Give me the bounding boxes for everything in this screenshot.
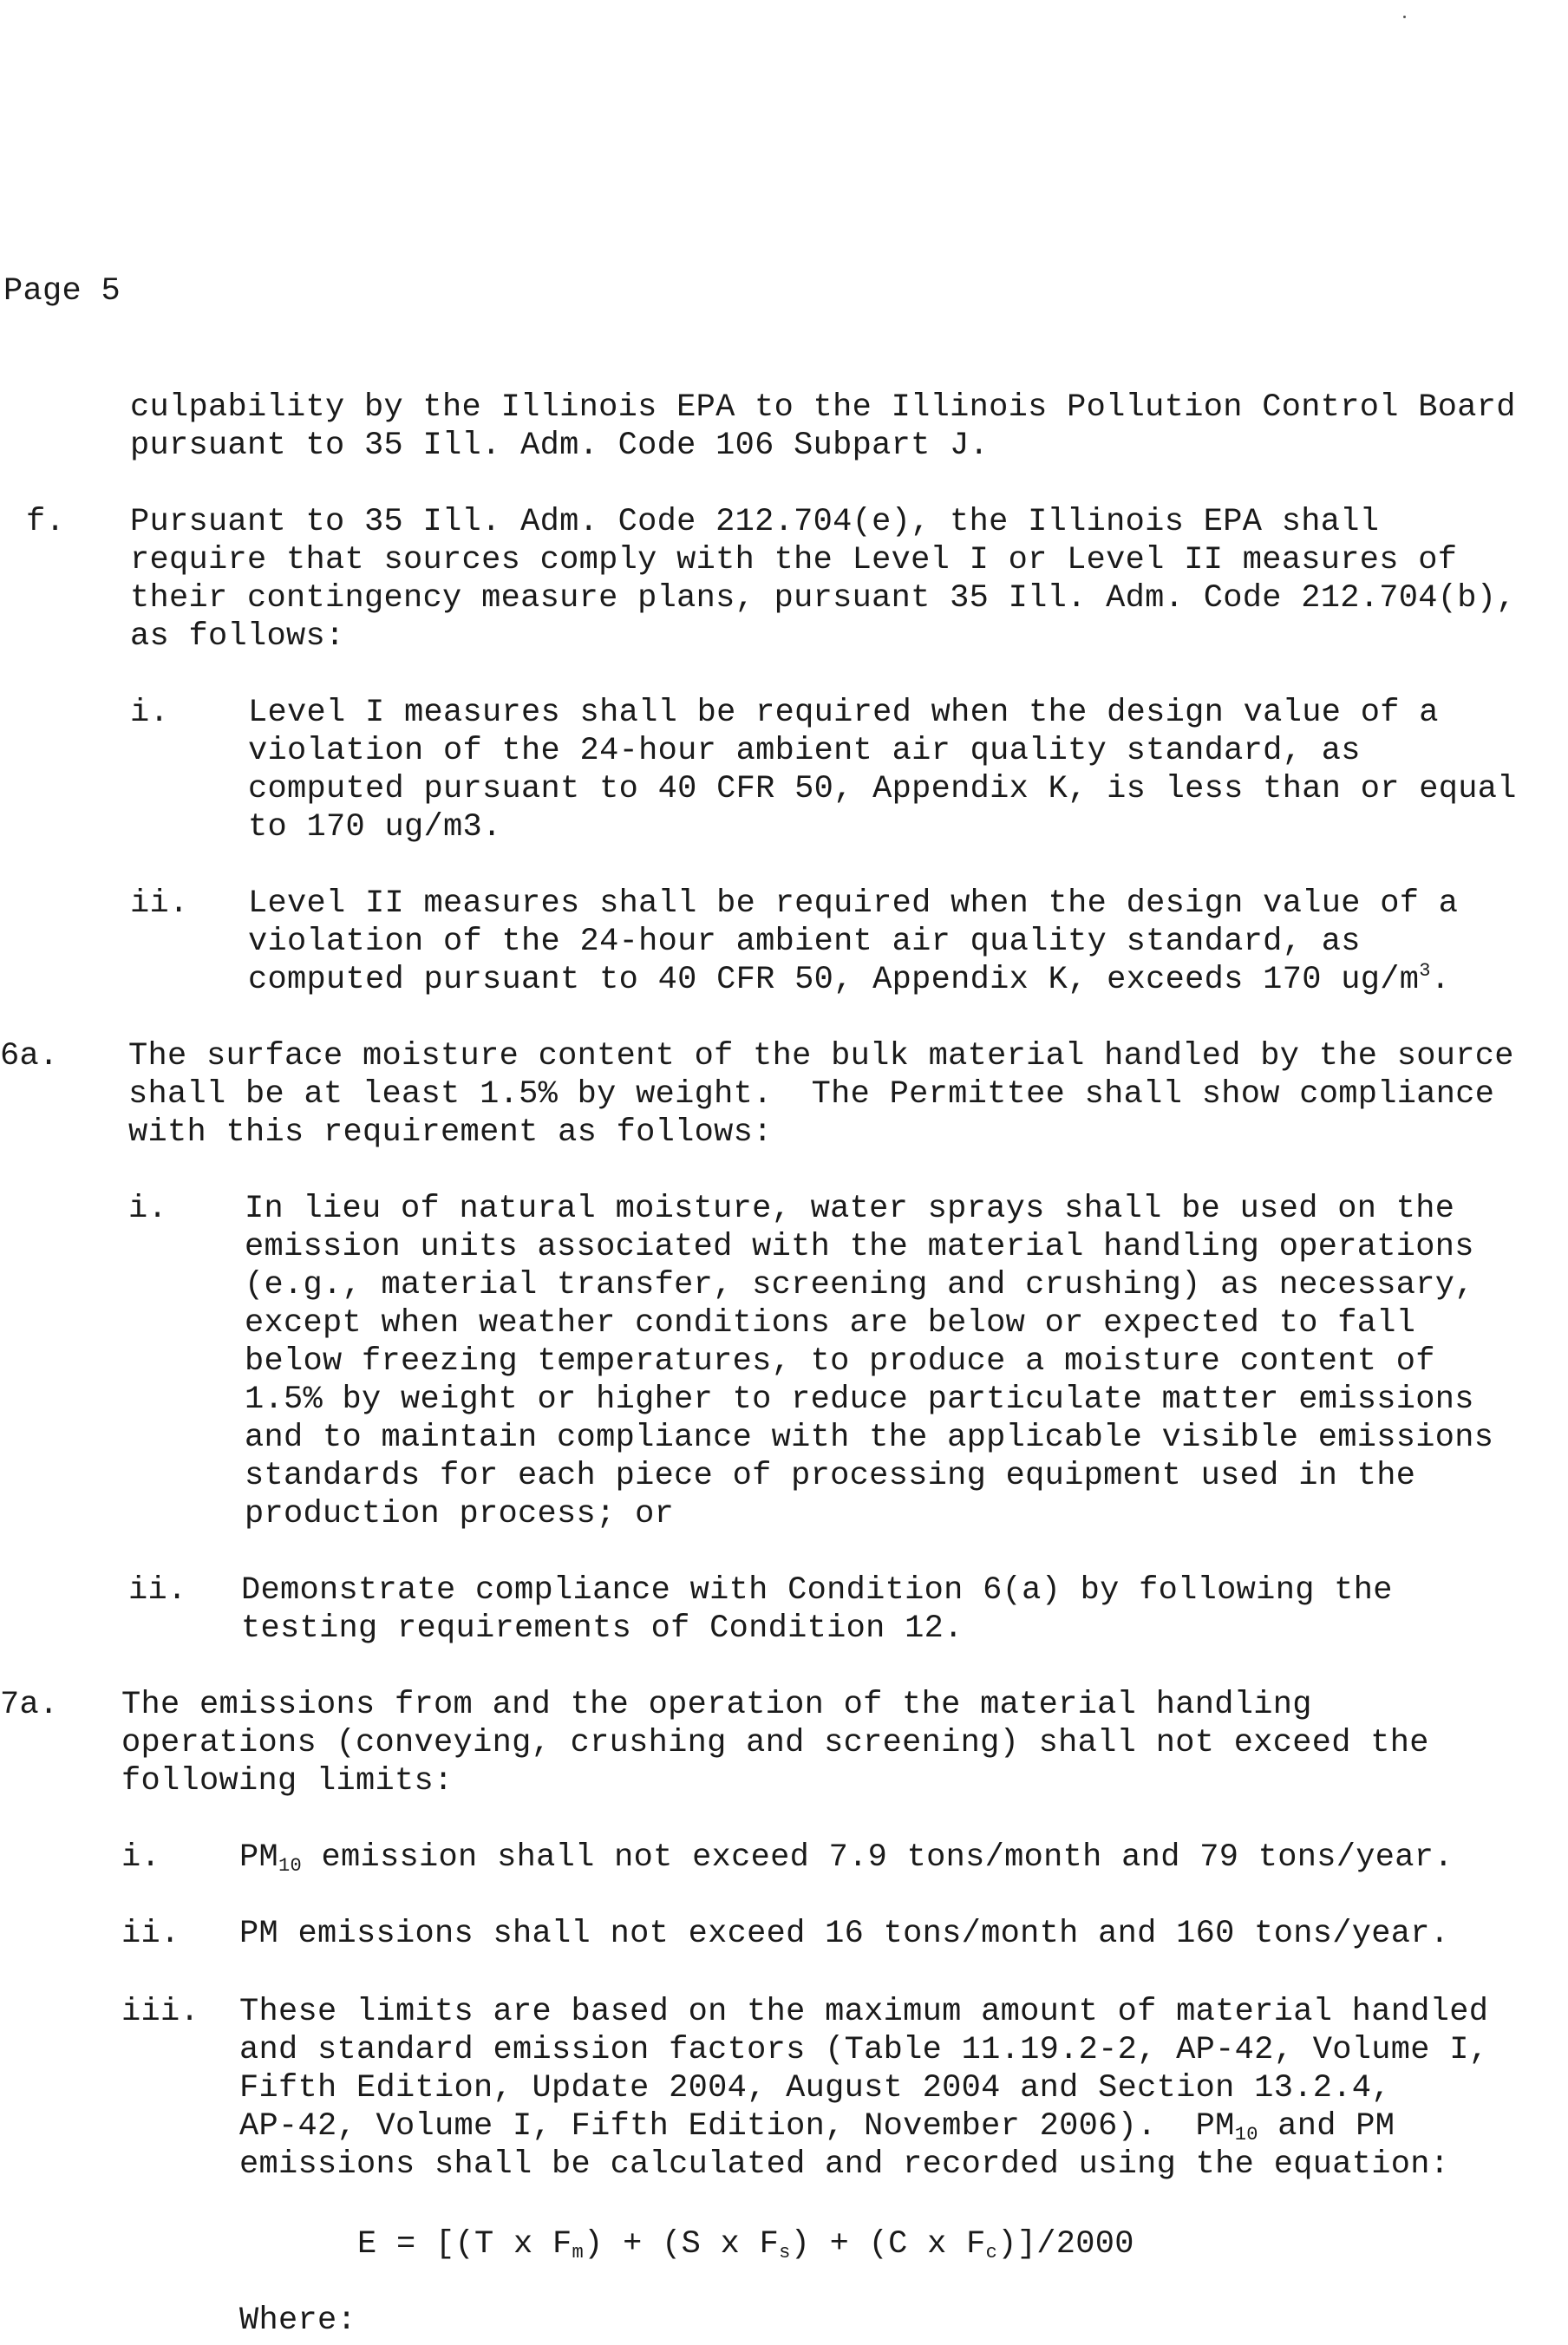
subitem-line: computed pursuant to 40 CFR 50, Appendix K, is less than or equal bbox=[248, 771, 1517, 807]
where-label: Where: bbox=[239, 2303, 357, 2339]
subitem-marker-i: i. bbox=[128, 1191, 168, 1227]
subitem-line: (e.g., material transfer, screening and crushing) as necessary, bbox=[245, 1267, 1474, 1303]
equation-part: ) + (C x F bbox=[790, 2226, 986, 2263]
item-marker-f: f. bbox=[26, 504, 66, 540]
subitem-line: 1.5% by weight or higher to reduce particulate matter emissions bbox=[245, 1382, 1474, 1418]
intro-line: pursuant to 35 Ill. Adm. Code 106 Subpart J. bbox=[130, 428, 990, 464]
item-f-line: Pursuant to 35 Ill. Adm. Code 212.704(e), the Illinois EPA shall bbox=[130, 504, 1380, 540]
subitem-line: Level I measures shall be required when the design value of a bbox=[248, 695, 1439, 731]
subitem-line: violation of the 24-hour ambient air quality standard, as bbox=[248, 924, 1361, 960]
item-6a-line: shall be at least 1.5% by weight. The Permittee shall show compliance bbox=[128, 1076, 1495, 1113]
equation-part: E = [(T x F bbox=[357, 2226, 572, 2263]
item-marker-6a: 6a. bbox=[0, 1038, 59, 1075]
subitem-line bbox=[239, 1839, 1454, 1877]
subitem-text: AP-42, Volume I, Fifth Edition, November 2006). PM bbox=[239, 2108, 1235, 2145]
subitem-line: and standard emission factors (Table 11.19.2-2, AP-42, Volume I, bbox=[239, 2032, 1489, 2068]
subitem-line: production process; or bbox=[245, 1496, 675, 1532]
intro-line: culpability by the Illinois EPA to the Illinois Pollution Control Board bbox=[130, 389, 1516, 426]
item-7a-line: The emissions from and the operation of the material handling bbox=[121, 1687, 1312, 1723]
page-label: Page 5 bbox=[3, 273, 121, 310]
equation-part: )]/2000 bbox=[997, 2226, 1134, 2263]
item-6a-line: The surface moisture content of the bulk material handled by the source bbox=[128, 1038, 1514, 1075]
item-6a-line: with this requirement as follows: bbox=[128, 1114, 773, 1151]
subitem-text: computed pursuant to 40 CFR 50, Appendix K, exceeds 170 ug/m bbox=[248, 962, 1420, 998]
superscript: 3 bbox=[1419, 960, 1431, 982]
period: . bbox=[1430, 962, 1451, 998]
subitem-line: emission units associated with the material handling operations bbox=[245, 1229, 1474, 1265]
item-f-line: their contingency measure plans, pursuant 35 Ill. Adm. Code 212.704(b), bbox=[130, 580, 1516, 617]
subitem-line: below freezing temperatures, to produce a moisture content of bbox=[245, 1343, 1435, 1380]
subscript: c bbox=[985, 2242, 998, 2263]
item-f-line: require that sources comply with the Level I or Level II measures of bbox=[130, 542, 1458, 578]
subscript: 10 bbox=[278, 1855, 303, 1877]
subitem-line: Demonstrate compliance with Condition 6(a) by following the bbox=[241, 1572, 1393, 1609]
subitem-marker-ii: ii. bbox=[121, 1916, 180, 1952]
subitem-line: In lieu of natural moisture, water sprays shall be used on the bbox=[245, 1191, 1455, 1227]
subitem-line: testing requirements of Condition 12. bbox=[241, 1610, 964, 1647]
item-7a-line: operations (conveying, crushing and screening) shall not exceed the bbox=[121, 1725, 1429, 1761]
subitem-marker-iii: iii. bbox=[121, 1994, 200, 2030]
subitem-line bbox=[248, 961, 1450, 999]
subscript: 10 bbox=[1234, 2124, 1258, 2146]
item-f-line: as follows: bbox=[130, 618, 345, 655]
pm-label: PM bbox=[239, 1839, 279, 1876]
subitem-line: violation of the 24-hour ambient air quality standard, as bbox=[248, 733, 1361, 769]
emission-equation bbox=[357, 2225, 1134, 2263]
item-7a-line: following limits: bbox=[121, 1763, 454, 1800]
subitem-line: Fifth Edition, Update 2004, August 2004 and Section 13.2.4, bbox=[239, 2070, 1391, 2107]
subitem-line: to 170 ug/m3. bbox=[248, 809, 502, 846]
subitem-line bbox=[239, 2107, 1395, 2146]
item-marker-7a: 7a. bbox=[0, 1687, 59, 1723]
subitem-marker-i: i. bbox=[121, 1839, 161, 1876]
subitem-line: except when weather conditions are below or expected to fall bbox=[245, 1305, 1416, 1342]
equation-part: ) + (S x F bbox=[584, 2226, 780, 2263]
subitem-marker-ii: ii. bbox=[130, 885, 189, 922]
subitem-text: and PM bbox=[1258, 2108, 1395, 2145]
subitem-line: Level II measures shall be required when the design value of a bbox=[248, 885, 1459, 922]
subitem-line: These limits are based on the maximum amount of material handled bbox=[239, 1994, 1489, 2030]
subitem-text: emission shall not exceed 7.9 tons/month and 79 tons/year. bbox=[302, 1839, 1454, 1876]
subitem-marker-i: i. bbox=[130, 695, 170, 731]
subitem-line: PM emissions shall not exceed 16 tons/month and 160 tons/year. bbox=[239, 1916, 1450, 1952]
subitem-line: emissions shall be calculated and recorded using the equation: bbox=[239, 2146, 1450, 2183]
subscript: s bbox=[779, 2242, 791, 2263]
subitem-line: and to maintain compliance with the applicable visible emissions bbox=[245, 1420, 1494, 1456]
subscript: m bbox=[572, 2242, 585, 2263]
subitem-line: standards for each piece of processing equipment used in the bbox=[245, 1458, 1416, 1494]
scan-speck bbox=[1403, 16, 1406, 18]
subitem-marker-ii: ii. bbox=[128, 1572, 187, 1609]
